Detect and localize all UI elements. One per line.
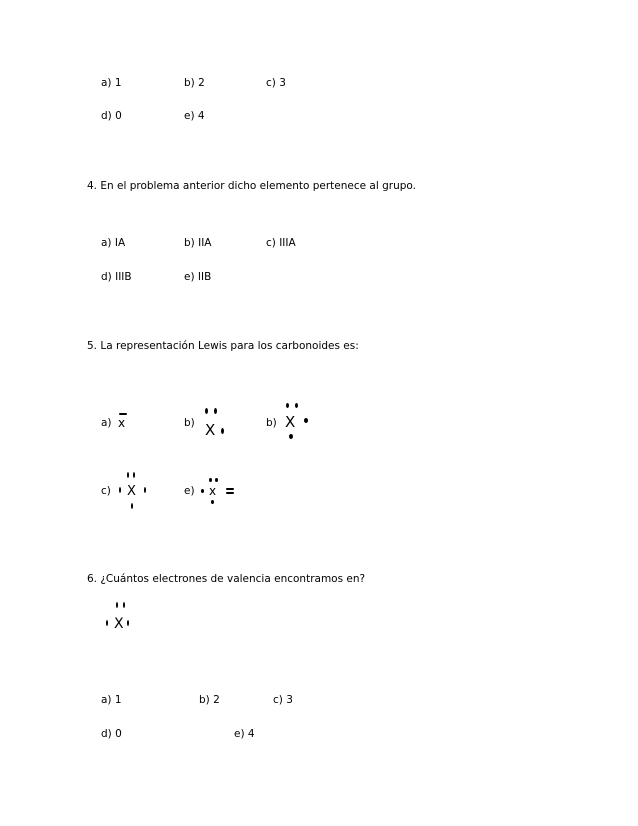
lewis-c-dot-top-right (295, 403, 298, 408)
lewis-d-dot-left (119, 487, 121, 493)
q4-option-a: a) IA (101, 237, 126, 249)
lewis-b-dot-top-right (214, 408, 217, 414)
lewis-e-electron-bar-top (226, 488, 234, 490)
lewis-q6-dot-right (127, 620, 129, 626)
q3-option-a: a) 1 (101, 77, 122, 89)
q3-option-c: c) 3 (266, 77, 286, 89)
lewis-q6-symbol: X (114, 616, 124, 632)
q5-option-e: e) (184, 485, 195, 497)
q3-option-e: e) 4 (184, 110, 205, 122)
lewis-d-dot-bottom (131, 503, 133, 509)
lewis-e-dot-left (201, 489, 204, 493)
q5-option-a: a) (101, 417, 112, 429)
q5-option-d: c) (101, 485, 111, 497)
q4-option-e: e) IIB (184, 271, 212, 283)
lewis-q6-dot-top-right (123, 602, 125, 608)
q3-option-b: b) 2 (184, 77, 205, 89)
lewis-e-dot-top-left (209, 478, 212, 482)
q4-option-b: b) IIA (184, 237, 212, 249)
q5-prompt: 5. La representación Lewis para los carbonoides es: (87, 340, 359, 352)
q6-option-e: e) 4 (234, 728, 255, 740)
q3-option-d: d) 0 (101, 110, 122, 122)
lewis-e-dot-top-right (215, 478, 218, 482)
lewis-q6-dot-left (106, 620, 108, 626)
q6-option-a: a) 1 (101, 694, 122, 706)
q6-option-c: c) 3 (273, 694, 293, 706)
lewis-q6-dot-top-left (116, 602, 118, 608)
lewis-b-dot-right (221, 428, 224, 434)
q6-prompt: 6. ¿Cuántos electrones de valencia encontramos en? (87, 573, 366, 585)
lewis-a-symbol: x (118, 416, 126, 430)
lewis-e-symbol: x (209, 484, 217, 498)
lewis-b-symbol: X (205, 421, 216, 439)
lewis-c-dot-right (304, 418, 308, 423)
q5-option-c: b) (266, 417, 277, 429)
q5-option-b: b) (184, 417, 195, 429)
lewis-b-dot-top-left (205, 408, 208, 414)
lewis-c-dot-bottom (289, 434, 293, 439)
q4-option-c: c) IIIA (266, 237, 296, 249)
q6-option-d: d) 0 (101, 728, 122, 740)
lewis-e-electron-bar-bottom (226, 492, 234, 494)
lewis-d-symbol: X (127, 484, 136, 499)
q4-option-d: d) IIIB (101, 271, 132, 283)
lewis-a-electron-bar (119, 413, 127, 415)
lewis-e-dot-bottom (211, 500, 214, 504)
lewis-d-dot-top-right (133, 472, 135, 478)
q6-option-b: b) 2 (199, 694, 220, 706)
lewis-d-dot-right (144, 487, 146, 493)
lewis-d-dot-top-left (127, 472, 129, 478)
lewis-c-symbol: X (285, 413, 296, 431)
q4-prompt: 4. En el problema anterior dicho elemento pertenece al grupo. (87, 180, 416, 192)
lewis-c-dot-top-left (286, 403, 289, 408)
